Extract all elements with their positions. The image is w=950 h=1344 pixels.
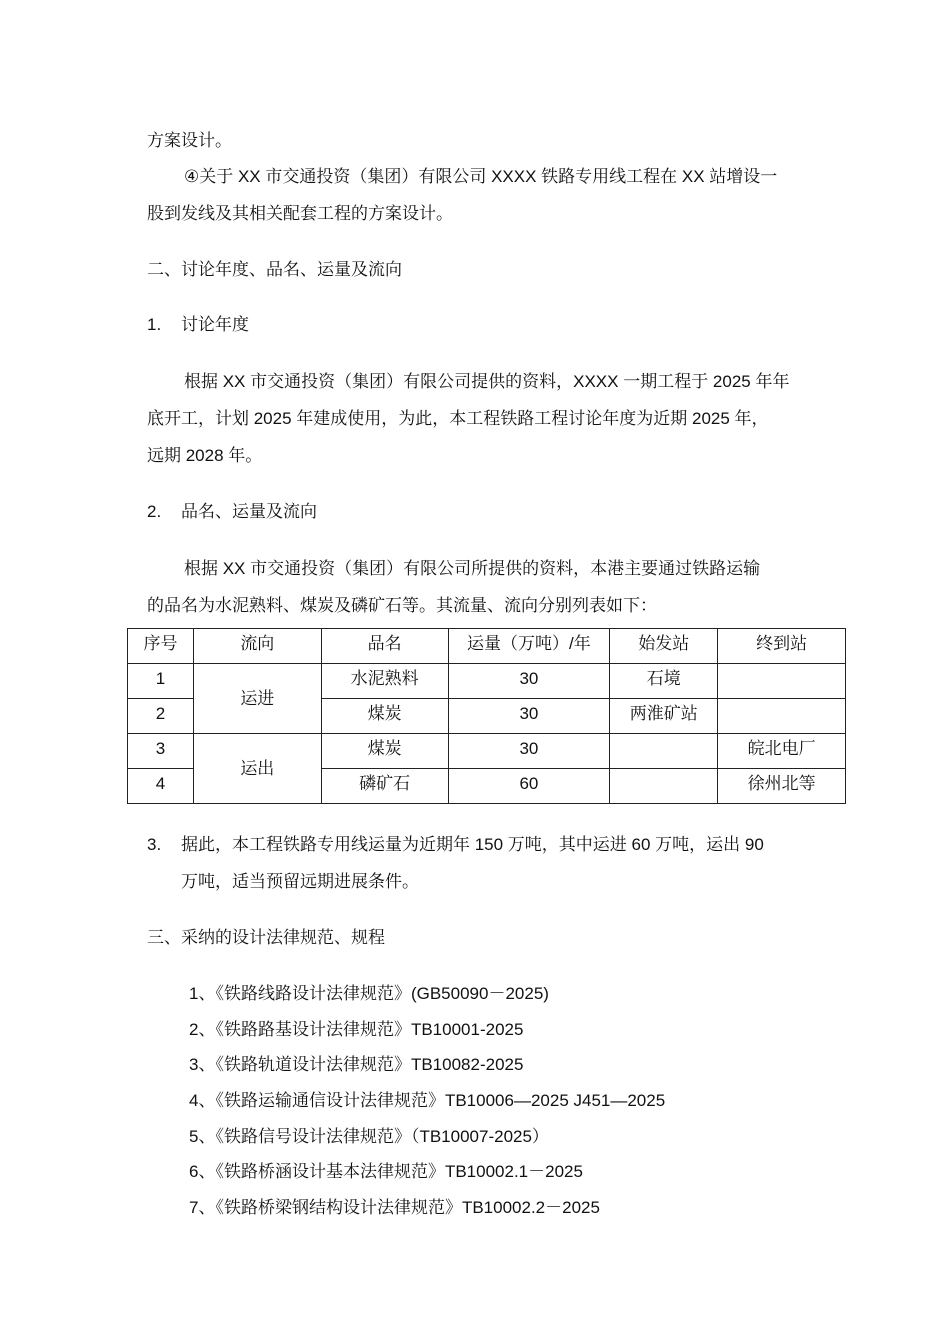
table-cell-direction: 运进 — [193, 664, 321, 734]
paragraph-item-4-line2: 股到发线及其相关配套工程的方案设计。 — [147, 204, 453, 223]
table-cell: 徐州北等 — [718, 769, 846, 804]
subheading-number: 2. — [147, 502, 162, 521]
list-item: 4、《铁路运输通信设计法律规范》TB10006—2025 J451—2025 — [189, 1091, 666, 1110]
table-cell — [610, 769, 718, 804]
col-header: 终到站 — [718, 629, 846, 664]
para-year-line1: 根据 XX 市交通投资（集团）有限公司提供的资料，XXXX 一期工程于 2025 年年 — [184, 372, 790, 391]
subheading-3 — [147, 834, 764, 856]
subheading-text: 据此，本工程铁路专用线运量为近期年 150 万吨，其中运进 60 万吨，运出 90 — [181, 835, 764, 854]
para-year-line3: 远期 2028 年。 — [147, 446, 263, 465]
table-cell: 磷矿石 — [321, 769, 448, 804]
section-heading-3: 三、采纳的设计法律规范、规程 — [147, 928, 385, 947]
subheading-1 — [147, 314, 249, 336]
table-cell: 30 — [448, 699, 610, 734]
table-cell: 煤炭 — [321, 734, 448, 769]
paragraph-item-4-line1: ④关于 XX 市交通投资（集团）有限公司 XXXX 铁路专用线工程在 XX 站增设一 — [184, 167, 778, 186]
col-header: 始发站 — [610, 629, 718, 664]
list-item: 3、《铁路轨道设计法律规范》TB10082-2025 — [189, 1055, 524, 1074]
subheading-label: 讨论年度 — [181, 315, 249, 334]
table-cell — [718, 699, 846, 734]
table-cell: 石境 — [610, 664, 718, 699]
table-cell: 2 — [128, 699, 194, 734]
para-volume-line2: 万吨，适当预留远期进展条件。 — [181, 872, 419, 891]
table-cell: 煤炭 — [321, 699, 448, 734]
table-header-row — [128, 629, 846, 664]
table-cell: 30 — [448, 664, 610, 699]
table-row — [128, 734, 846, 769]
table-row — [128, 664, 846, 699]
section-heading-2: 二、讨论年度、品名、运量及流向 — [147, 260, 402, 279]
list-item: 7、《铁路桥梁钢结构设计法律规范》TB10002.2－2025 — [189, 1198, 600, 1217]
para-year-line2: 底开工，计划 2025 年建成使用，为此，本工程铁路工程讨论年度为近期 2025 年， — [147, 409, 769, 428]
list-item: 1、《铁路线路设计法律规范》(GB50090－2025) — [189, 984, 549, 1003]
table-cell: 4 — [128, 769, 194, 804]
subheading-number: 3. — [147, 835, 162, 854]
subheading-number: 1. — [147, 315, 162, 334]
para-goods-line2: 的品名为水泥熟料、煤炭及磷矿石等。其流量、流向分别列表如下： — [147, 596, 657, 615]
subheading-label: 品名、运量及流向 — [181, 502, 317, 521]
list-item: 5、《铁路信号设计法律规范》（TB10007-2025） — [189, 1127, 549, 1146]
table-cell: 皖北电厂 — [718, 734, 846, 769]
para-goods-line1: 根据 XX 市交通投资（集团）有限公司所提供的资料，本港主要通过铁路运输 — [184, 559, 761, 578]
table-cell — [610, 734, 718, 769]
flow-table — [127, 628, 846, 804]
table-cell: 3 — [128, 734, 194, 769]
list-item: 6、《铁路桥涵设计基本法律规范》TB10002.1－2025 — [189, 1162, 583, 1181]
col-header: 运量（万吨）/年 — [448, 629, 610, 664]
table-cell: 水泥熟料 — [321, 664, 448, 699]
subheading-2 — [147, 501, 317, 523]
col-header: 序号 — [128, 629, 194, 664]
table-cell — [718, 664, 846, 699]
paragraph-continuation: 方案设计。 — [147, 131, 232, 150]
table-cell: 1 — [128, 664, 194, 699]
table-cell: 两淮矿站 — [610, 699, 718, 734]
table-cell-direction: 运出 — [193, 734, 321, 804]
col-header: 品名 — [321, 629, 448, 664]
col-header: 流向 — [193, 629, 321, 664]
table-cell: 30 — [448, 734, 610, 769]
list-item: 2、《铁路路基设计法律规范》TB10001-2025 — [189, 1020, 524, 1039]
table-cell: 60 — [448, 769, 610, 804]
